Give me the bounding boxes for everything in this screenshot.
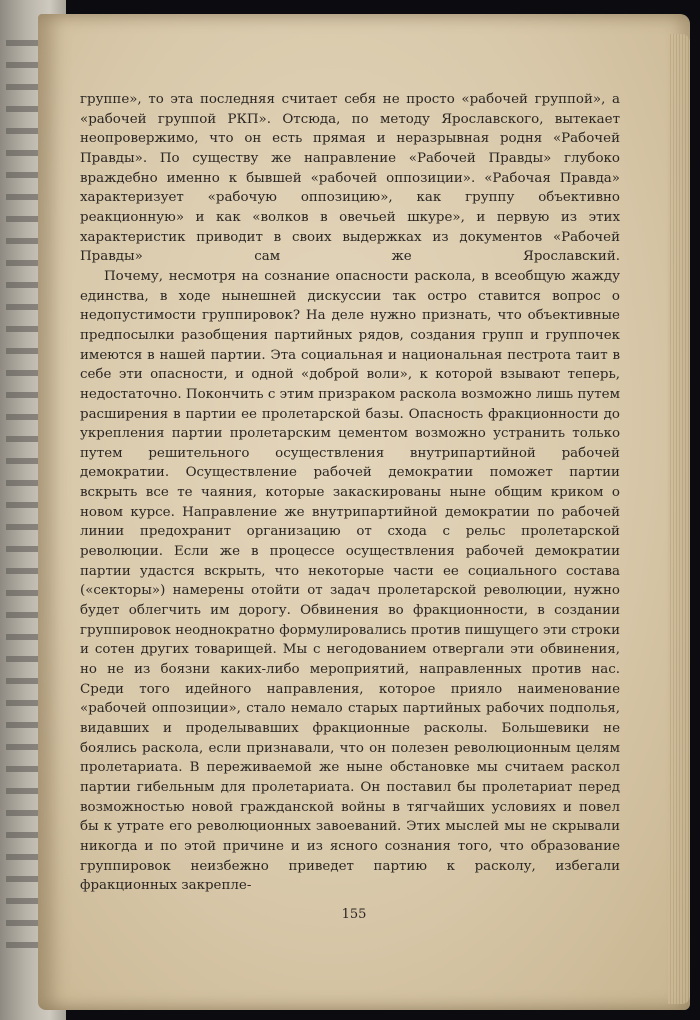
paragraph-continued: группе», то эта последняя считает себя не просто «рабочей группой», а «рабочей группой РКП». Отсюда, по методу Ярославского, вытекает неопровержимо, что он есть прямая и неразрывная родня «Рабочей Правды». По существу же направление «Рабочей Правды» глубоко враждебно именно к бывшей «рабочей оппозиции». «Рабочая Правда» характеризует «рабочую оппозицию», как группу объективно реакционную» и как «волков в овечьей шкуре», и первую из этих характеристик приводит в своих выдержках из документов «Рабочей Правды» сам же Ярославский. — [80, 92, 620, 265]
paragraph: Почему, несмотря на сознание опасности раскола, в всеобщую жажду единства, в ходе нынешней дискуссии так остро ставится вопрос о недопустимости группировок? На деле нужно признать, что объективные предпосылки разобщения партийных рядов, создания групп и группочек имеются в нашей партии. Эта социальная и национальная пестрота таит в себе эти опасности, и одной «доброй воли», к которой взывают теперь, недостаточно. Покончить с этим призраком раскола возможно лишь путем расширения в партии ее пролетарской базы. Опасность фракционности до укрепления партии пролетарским цементом возможно устранить только путем решительного осуществления внутрипартийной рабочей демократии. Осуществление рабочей демократии поможет партии вскрыть все те чаяния, которые закаскированы ныне общим криком о новом курсе. Направление же внутрипартийной демократии по рабочей линии предохранит организацию от схода с рельс пролетарской революции. Если же в процессе осуществления рабочей демократии партии удастся вскрыть, что некоторые части ее социального состава («секторы») намерены отойти от задач пролетарской революции, нужно будет облегчить им дорогу. Обвинения во фракционности, в создании группировок неоднократно формулировались против пишущего эти строки и сотен других товарищей. Мы с негодованием отвергали эти обвинения, но не из боязни каких-либо мероприятий, направленных против нас. Среди того идейного направления, которое прияло наименование «рабочей оппозиции», стало немало старых партийных рабочих подполья, видавших и проделывавших фракционные расколы. Большевики не боялись раскола, если признавали, что он полезен революционным целям пролетариата. В переживаемой же ныне обстановке мы считаем раскол партии гибельным для пролетариата. Он поставил бы пролетариат перед возможностью новой гражданской войны в тягчайших условиях и повел бы к утрате его революционных завоеваний. Этих мыслей мы не скрывали никогда и по этой причине и из ясного сознания того, что образование группировок неизбежно приведет партию к расколу, избегали фракционных закрепле- — [80, 268, 620, 894]
page-stack-edge — [668, 34, 690, 1004]
body-text — [80, 90, 620, 896]
book-page — [38, 14, 690, 1010]
page-number: 155 — [341, 907, 367, 922]
